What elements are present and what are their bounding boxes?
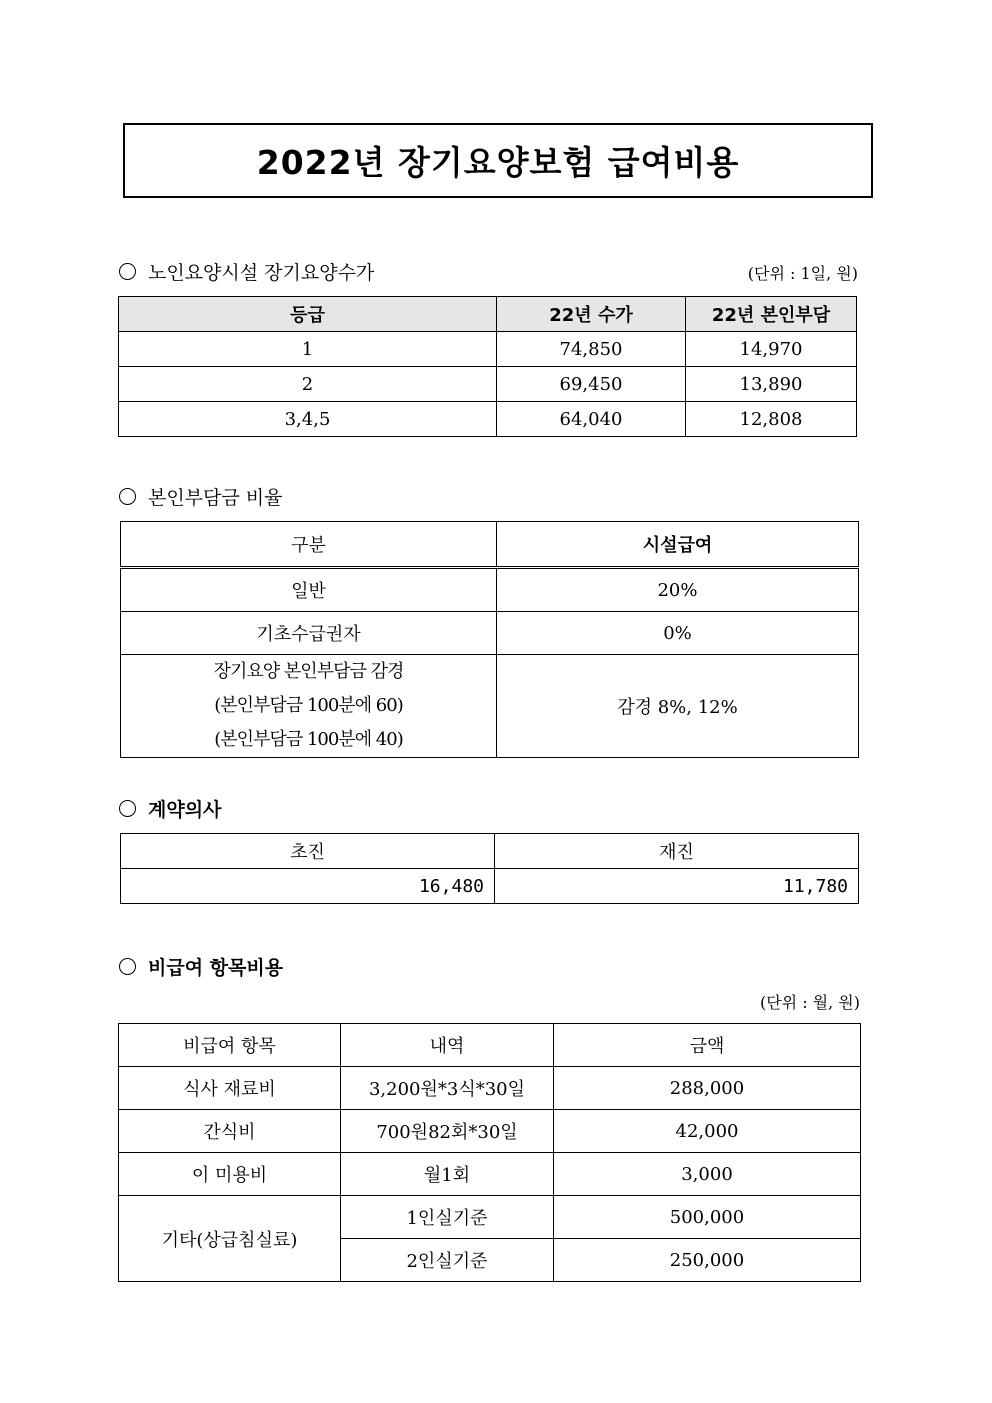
cell-ratio: 0% <box>497 612 859 655</box>
cell-category: 기초수급권자 <box>121 612 497 655</box>
circle-bullet-icon <box>119 800 136 817</box>
cell-grade: 3,4,5 <box>119 402 497 437</box>
header-grade: 등급 <box>119 297 497 332</box>
header-facility-benefit: 시설급여 <box>497 522 859 568</box>
cell-grade: 1 <box>119 332 497 367</box>
section2-heading <box>119 483 283 510</box>
header-fee: 22년 수가 <box>497 297 686 332</box>
cell-reduction-category <box>121 655 497 758</box>
cell-other-item: 기타(상급침실료) <box>119 1196 341 1282</box>
circle-bullet-icon <box>119 488 136 505</box>
section3-heading-text: 계약의사 <box>148 799 222 821</box>
cell-amount: 250,000 <box>554 1239 861 1282</box>
cell-detail: 700원82회*30일 <box>341 1110 554 1153</box>
table-header-row <box>119 297 857 332</box>
cell-first-visit-fee: 16,480 <box>121 869 495 904</box>
cell-detail: 1인실기준 <box>341 1196 554 1239</box>
table-row <box>119 1110 861 1153</box>
circle-bullet-icon <box>119 958 136 975</box>
cell-copay: 14,970 <box>686 332 857 367</box>
section4-heading <box>119 953 283 980</box>
section2-heading-text: 본인부담금 비율 <box>148 487 283 509</box>
cell-reduction-value: 감경 8%, 12% <box>497 655 859 758</box>
cell-copay: 12,808 <box>686 402 857 437</box>
cell-category: 일반 <box>121 568 497 612</box>
reduction-line3: (본인부담금 100분에 40) <box>214 729 403 750</box>
cell-item: 식사 재료비 <box>119 1067 341 1110</box>
reduction-line1: 장기요양 본인부담금 감경 <box>213 661 404 682</box>
section4-unit: (단위 : 월, 원) <box>759 993 860 1012</box>
page-title-box <box>123 123 873 198</box>
section4-heading-text: 비급여 항목비용 <box>148 957 284 979</box>
table-row <box>119 1196 861 1239</box>
cell-item: 이 미용비 <box>119 1153 341 1196</box>
table-row <box>119 402 857 437</box>
cell-detail: 2인실기준 <box>341 1239 554 1282</box>
table-row <box>121 568 859 612</box>
cell-fee: 69,450 <box>497 367 686 402</box>
table-row <box>119 332 857 367</box>
cell-amount: 3,000 <box>554 1153 861 1196</box>
section1-unit: (단위 : 1일, 원) <box>747 264 858 283</box>
table-row <box>121 655 859 758</box>
cell-amount: 42,000 <box>554 1110 861 1153</box>
table-header-row <box>119 1024 861 1067</box>
table-row <box>119 1067 861 1110</box>
section1-heading <box>119 258 374 285</box>
reduction-line2: (본인부담금 100분에 60) <box>214 695 403 716</box>
cell-amount: 500,000 <box>554 1196 861 1239</box>
table-row <box>119 1153 861 1196</box>
cell-ratio: 20% <box>497 568 859 612</box>
cell-copay: 13,890 <box>686 367 857 402</box>
header-revisit: 재진 <box>495 834 859 869</box>
page-title: 2022년 장기요양보험 급여비용 <box>256 143 740 182</box>
header-item: 비급여 항목 <box>119 1024 341 1067</box>
table-row <box>119 367 857 402</box>
cell-fee: 74,850 <box>497 332 686 367</box>
non-covered-items-table <box>118 1023 861 1282</box>
copay-ratio-table <box>120 521 859 758</box>
section1-heading-text: 노인요양시설 장기요양수가 <box>148 262 375 284</box>
header-category: 구분 <box>121 522 497 568</box>
cell-amount: 288,000 <box>554 1067 861 1110</box>
care-fee-table <box>118 296 857 437</box>
cell-detail: 3,200원*3식*30일 <box>341 1067 554 1110</box>
header-detail: 내역 <box>341 1024 554 1067</box>
table-row <box>121 869 859 904</box>
cell-grade: 2 <box>119 367 497 402</box>
header-amount: 금액 <box>554 1024 861 1067</box>
section3-heading <box>119 795 221 822</box>
circle-bullet-icon <box>119 263 136 280</box>
table-header-row <box>121 522 859 568</box>
header-first-visit: 초진 <box>121 834 495 869</box>
header-copay: 22년 본인부담 <box>686 297 857 332</box>
cell-fee: 64,040 <box>497 402 686 437</box>
table-row <box>121 612 859 655</box>
cell-revisit-fee: 11,780 <box>495 869 859 904</box>
cell-item: 간식비 <box>119 1110 341 1153</box>
table-header-row <box>121 834 859 869</box>
contract-doctor-table <box>120 833 859 904</box>
cell-detail: 월1회 <box>341 1153 554 1196</box>
